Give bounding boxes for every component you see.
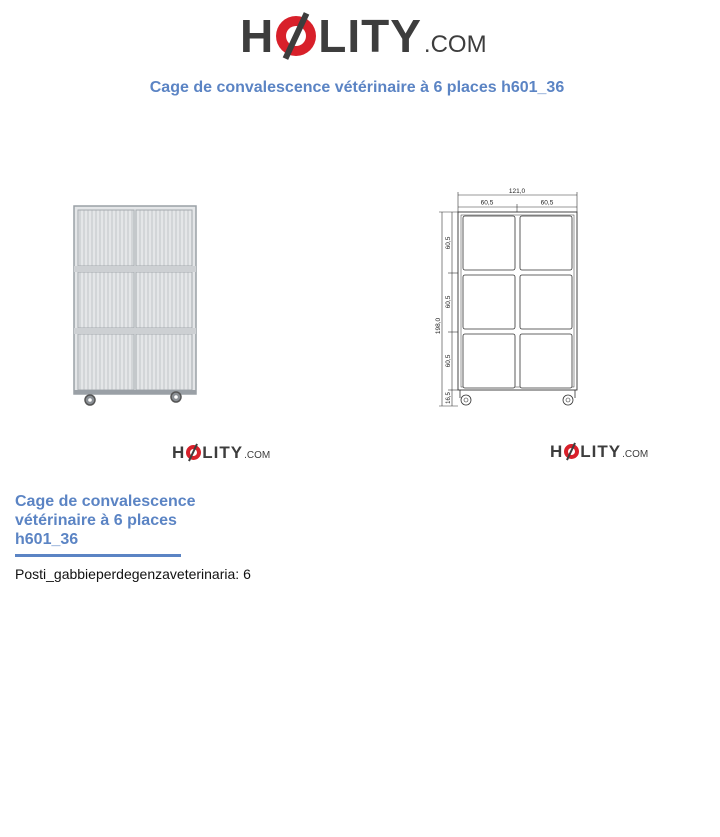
photo-watermark-logo: H LITY .COM bbox=[172, 443, 271, 462]
dim-width-total: 121,0 bbox=[508, 188, 526, 195]
logo-letters: LITY bbox=[318, 10, 422, 62]
dim-width-left: 60,5 bbox=[480, 199, 494, 207]
dim-width-right: 60,5 bbox=[540, 199, 554, 207]
wheel-icon bbox=[563, 395, 573, 405]
drawing-watermark-logo: H LITY .COM bbox=[550, 442, 649, 461]
spec-row: Posti_gabbieperdegenzaveterinaria: 6 bbox=[15, 566, 251, 582]
logo-letter-h: H bbox=[240, 10, 275, 62]
heading-underline bbox=[15, 554, 181, 557]
product-photo bbox=[70, 200, 200, 410]
product-heading: Cage de convalescence vétérinaire à 6 places h601_36 bbox=[15, 493, 196, 548]
logo-o-icon bbox=[186, 445, 201, 460]
technical-drawing bbox=[430, 186, 580, 412]
logo-o-icon bbox=[276, 16, 316, 56]
spec-value: 6 bbox=[243, 566, 251, 582]
logo-tld: .COM bbox=[423, 31, 487, 58]
dim-height-total: 198,0 bbox=[435, 317, 442, 335]
dim-wheel: 16,5 bbox=[446, 392, 452, 404]
page-title: Cage de convalescence vétérinaire à 6 places h601_36 bbox=[149, 79, 565, 96]
wheel-icon bbox=[461, 395, 471, 405]
logo-o-icon bbox=[564, 444, 579, 459]
site-logo[interactable] bbox=[240, 12, 487, 68]
dim-row-3: 60,5 bbox=[445, 354, 452, 368]
spec-key: Posti_gabbieperdegenzaveterinaria bbox=[15, 566, 236, 582]
dim-row-2: 60,5 bbox=[445, 295, 452, 309]
dim-row-1: 60,5 bbox=[445, 236, 452, 250]
